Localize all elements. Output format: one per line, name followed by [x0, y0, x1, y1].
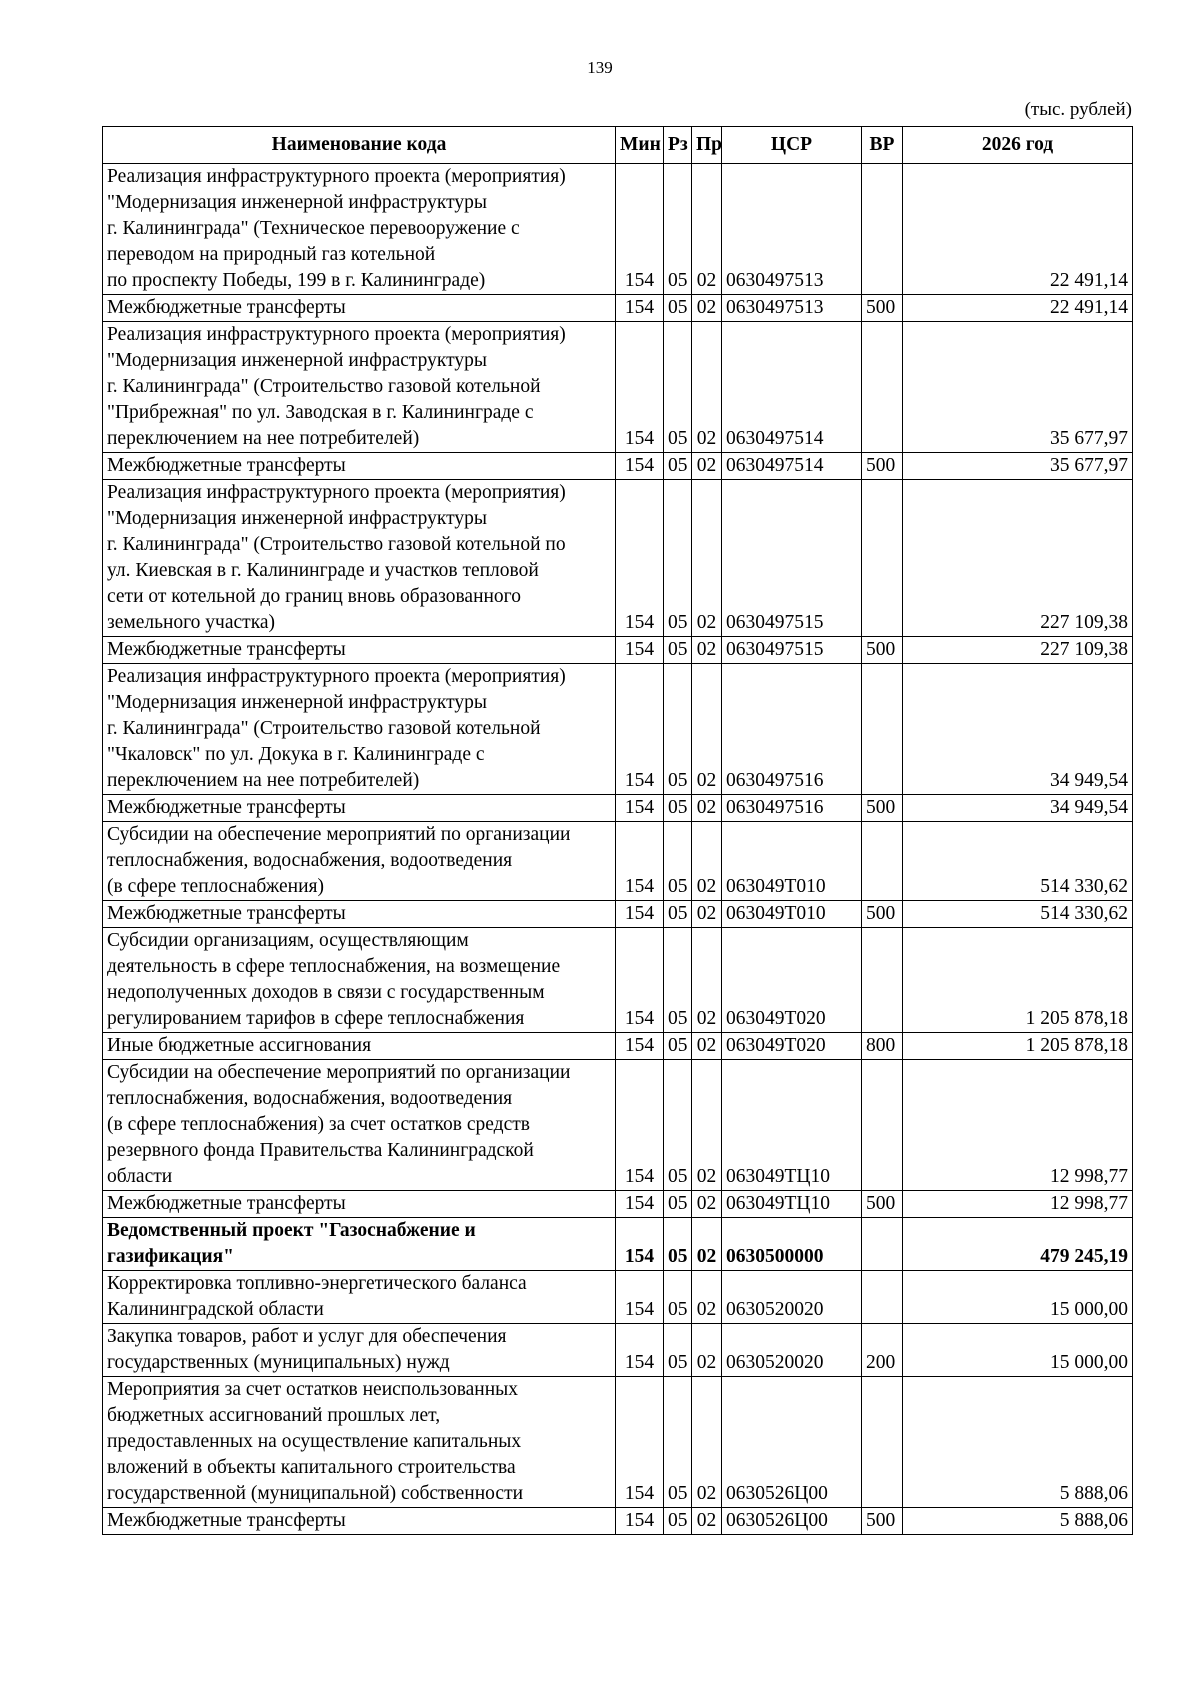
cell-amount: 227 109,38	[903, 637, 1133, 664]
cell-rz: 05	[664, 664, 692, 795]
cell-pr: 02	[692, 1060, 722, 1191]
cell-csr: 0630497516	[722, 664, 862, 795]
cell-pr: 02	[692, 822, 722, 901]
units-label: (тыс. рублей)	[1024, 99, 1132, 120]
cell-rz: 05	[664, 795, 692, 822]
table-row	[103, 164, 1133, 295]
cell-pr: 02	[692, 637, 722, 664]
cell-csr: 0630497516	[722, 795, 862, 822]
budget-table	[102, 126, 1133, 1535]
table-row	[103, 664, 1133, 795]
cell-csr: 0630526Ц00	[722, 1377, 862, 1508]
cell-csr: 063049Т020	[722, 928, 862, 1033]
cell-csr: 063049ТЦ10	[722, 1191, 862, 1218]
cell-name: Реализация инфраструктурного проекта (мероприятия) "Модернизация инженерной инфраструктуры г. Калининграда" (Техническое перевооружение с переводом на природный газ котельной по проспекту Победы, 199 в г. Калининграде)	[103, 164, 616, 295]
cell-min: 154	[616, 1033, 664, 1060]
cell-vr: 500	[862, 1508, 903, 1535]
cell-name: Мероприятия за счет остатков неиспользованных бюджетных ассигнований прошлых лет, предоставленных на осуществление капитальных вложений в объекты капитального строительства государственной (муниципальной) собственности	[103, 1377, 616, 1508]
cell-rz: 05	[664, 322, 692, 453]
cell-min: 154	[616, 901, 664, 928]
table-row	[103, 637, 1133, 664]
cell-amount: 22 491,14	[903, 295, 1133, 322]
cell-rz: 05	[664, 901, 692, 928]
cell-rz: 05	[664, 822, 692, 901]
cell-pr: 02	[692, 164, 722, 295]
cell-min: 154	[616, 664, 664, 795]
cell-csr: 063049Т010	[722, 901, 862, 928]
table-row	[103, 1377, 1133, 1508]
cell-name: Субсидии на обеспечение мероприятий по организации теплоснабжения, водоснабжения, водоотведения (в сфере теплоснабжения)	[103, 822, 616, 901]
cell-vr	[862, 322, 903, 453]
table-row	[103, 322, 1133, 453]
cell-min: 154	[616, 1060, 664, 1191]
cell-name: Ведомственный проект "Газоснабжение и газификация"	[103, 1218, 616, 1271]
cell-amount: 15 000,00	[903, 1324, 1133, 1377]
cell-name: Корректировка топливно-энергетического баланса Калининградской области	[103, 1271, 616, 1324]
cell-rz: 05	[664, 295, 692, 322]
cell-min: 154	[616, 795, 664, 822]
cell-rz: 05	[664, 480, 692, 637]
cell-rz: 05	[664, 1060, 692, 1191]
cell-name: Межбюджетные трансферты	[103, 1508, 616, 1535]
cell-amount: 35 677,97	[903, 322, 1133, 453]
cell-name: Субсидии организациям, осуществляющим деятельность в сфере теплоснабжения, на возмещение недополученных доходов в связи с государственным регулированием тарифов в сфере теплоснабжения	[103, 928, 616, 1033]
cell-csr: 0630526Ц00	[722, 1508, 862, 1535]
cell-csr: 063049Т010	[722, 822, 862, 901]
cell-pr: 02	[692, 453, 722, 480]
cell-name: Иные бюджетные ассигнования	[103, 1033, 616, 1060]
cell-amount: 514 330,62	[903, 901, 1133, 928]
cell-csr: 0630497513	[722, 295, 862, 322]
cell-pr: 02	[692, 664, 722, 795]
cell-amount: 22 491,14	[903, 164, 1133, 295]
cell-vr: 500	[862, 795, 903, 822]
cell-name: Межбюджетные трансферты	[103, 795, 616, 822]
cell-amount: 1 205 878,18	[903, 1033, 1133, 1060]
cell-amount: 12 998,77	[903, 1060, 1133, 1191]
cell-pr: 02	[692, 1508, 722, 1535]
cell-csr: 0630500000	[722, 1218, 862, 1271]
cell-pr: 02	[692, 322, 722, 453]
table-row	[103, 795, 1133, 822]
cell-amount: 34 949,54	[903, 664, 1133, 795]
table-row	[103, 1218, 1133, 1271]
cell-rz: 05	[664, 1377, 692, 1508]
cell-min: 154	[616, 322, 664, 453]
cell-vr: 200	[862, 1324, 903, 1377]
cell-pr: 02	[692, 480, 722, 637]
cell-vr: 800	[862, 1033, 903, 1060]
cell-amount: 479 245,19	[903, 1218, 1133, 1271]
header-row	[103, 127, 1133, 164]
cell-vr	[862, 1377, 903, 1508]
header-name: Наименование кода	[103, 127, 616, 164]
table-row	[103, 1508, 1133, 1535]
header-vr: ВР	[862, 127, 903, 164]
cell-name: Межбюджетные трансферты	[103, 295, 616, 322]
cell-rz: 05	[664, 1191, 692, 1218]
cell-rz: 05	[664, 1324, 692, 1377]
cell-vr	[862, 928, 903, 1033]
cell-pr: 02	[692, 1218, 722, 1271]
cell-min: 154	[616, 1508, 664, 1535]
cell-pr: 02	[692, 295, 722, 322]
cell-amount: 15 000,00	[903, 1271, 1133, 1324]
cell-pr: 02	[692, 1377, 722, 1508]
cell-name: Реализация инфраструктурного проекта (мероприятия) "Модернизация инженерной инфраструктуры г. Калининграда" (Строительство газовой котельной "Чкаловск" по ул. Докука в г. Калининграде с переключением на нее потребителей)	[103, 664, 616, 795]
cell-vr: 500	[862, 295, 903, 322]
cell-amount: 514 330,62	[903, 822, 1133, 901]
table-row	[103, 453, 1133, 480]
cell-name: Субсидии на обеспечение мероприятий по организации теплоснабжения, водоснабжения, водоотведения (в сфере теплоснабжения) за счет остатков средств резервного фонда Правительства Калининградской области	[103, 1060, 616, 1191]
cell-csr: 063049ТЦ10	[722, 1060, 862, 1191]
cell-csr: 0630497515	[722, 480, 862, 637]
cell-min: 154	[616, 295, 664, 322]
header-pr: Пр	[692, 127, 722, 164]
table-row	[103, 822, 1133, 901]
cell-csr: 063049Т020	[722, 1033, 862, 1060]
cell-min: 154	[616, 164, 664, 295]
header-rz: Рз	[664, 127, 692, 164]
cell-vr	[862, 480, 903, 637]
table-row	[103, 901, 1133, 928]
cell-pr: 02	[692, 928, 722, 1033]
cell-csr: 0630497514	[722, 322, 862, 453]
cell-name: Закупка товаров, работ и услуг для обеспечения государственных (муниципальных) нужд	[103, 1324, 616, 1377]
cell-min: 154	[616, 1324, 664, 1377]
cell-rz: 05	[664, 928, 692, 1033]
cell-vr	[862, 1218, 903, 1271]
cell-vr	[862, 1060, 903, 1191]
cell-amount: 5 888,06	[903, 1508, 1133, 1535]
cell-rz: 05	[664, 1271, 692, 1324]
header-min: Мин	[616, 127, 664, 164]
table-row	[103, 1191, 1133, 1218]
cell-pr: 02	[692, 1271, 722, 1324]
table-row	[103, 928, 1133, 1033]
cell-rz: 05	[664, 453, 692, 480]
cell-rz: 05	[664, 1218, 692, 1271]
cell-rz: 05	[664, 164, 692, 295]
cell-pr: 02	[692, 1324, 722, 1377]
cell-amount: 34 949,54	[903, 795, 1133, 822]
header-csr: ЦСР	[722, 127, 862, 164]
cell-name: Межбюджетные трансферты	[103, 901, 616, 928]
cell-min: 154	[616, 1218, 664, 1271]
page-number: 139	[587, 58, 613, 77]
cell-min: 154	[616, 1271, 664, 1324]
cell-amount: 1 205 878,18	[903, 928, 1133, 1033]
cell-name: Межбюджетные трансферты	[103, 1191, 616, 1218]
cell-csr: 0630520020	[722, 1271, 862, 1324]
table-row	[103, 1271, 1133, 1324]
cell-min: 154	[616, 822, 664, 901]
cell-min: 154	[616, 928, 664, 1033]
cell-min: 154	[616, 480, 664, 637]
cell-vr	[862, 822, 903, 901]
table-row	[103, 1060, 1133, 1191]
cell-min: 154	[616, 1377, 664, 1508]
header-year: 2026 год	[903, 127, 1133, 164]
cell-csr: 0630497513	[722, 164, 862, 295]
cell-amount: 35 677,97	[903, 453, 1133, 480]
cell-rz: 05	[664, 1033, 692, 1060]
cell-min: 154	[616, 453, 664, 480]
cell-vr: 500	[862, 901, 903, 928]
cell-csr: 0630497515	[722, 637, 862, 664]
cell-vr: 500	[862, 637, 903, 664]
cell-csr: 0630520020	[722, 1324, 862, 1377]
cell-vr: 500	[862, 453, 903, 480]
cell-pr: 02	[692, 795, 722, 822]
cell-vr	[862, 1271, 903, 1324]
cell-rz: 05	[664, 637, 692, 664]
cell-pr: 02	[692, 901, 722, 928]
cell-min: 154	[616, 637, 664, 664]
cell-vr	[862, 164, 903, 295]
cell-amount: 12 998,77	[903, 1191, 1133, 1218]
table-row	[103, 480, 1133, 637]
cell-name: Межбюджетные трансферты	[103, 453, 616, 480]
cell-amount: 5 888,06	[903, 1377, 1133, 1508]
cell-vr	[862, 664, 903, 795]
cell-name: Реализация инфраструктурного проекта (мероприятия) "Модернизация инженерной инфраструктуры г. Калининграда" (Строительство газовой котельной по ул. Киевская в г. Калининграде и участков тепловой сети от котельной до границ вновь образованного земельного участка)	[103, 480, 616, 637]
cell-rz: 05	[664, 1508, 692, 1535]
cell-pr: 02	[692, 1191, 722, 1218]
cell-vr: 500	[862, 1191, 903, 1218]
cell-pr: 02	[692, 1033, 722, 1060]
cell-name: Межбюджетные трансферты	[103, 637, 616, 664]
table-row	[103, 295, 1133, 322]
table-row	[103, 1033, 1133, 1060]
cell-name: Реализация инфраструктурного проекта (мероприятия) "Модернизация инженерной инфраструктуры г. Калининграда" (Строительство газовой котельной "Прибрежная" по ул. Заводская в г. Калининграде с переключением на нее потребителей)	[103, 322, 616, 453]
cell-min: 154	[616, 1191, 664, 1218]
cell-csr: 0630497514	[722, 453, 862, 480]
table-row	[103, 1324, 1133, 1377]
cell-amount: 227 109,38	[903, 480, 1133, 637]
